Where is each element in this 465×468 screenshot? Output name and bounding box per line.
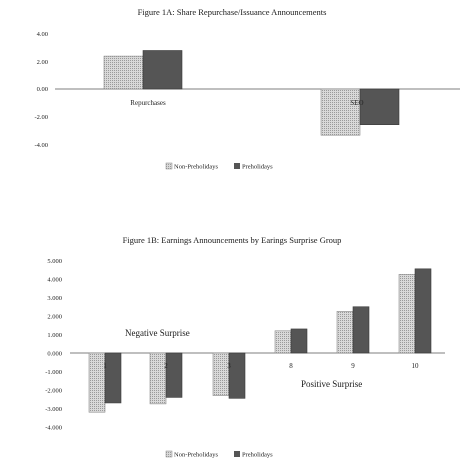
- chart-1b-bar-9-nonpreholidays: [337, 311, 353, 353]
- chart-1b-ytick: 0.000: [47, 350, 62, 358]
- chart-1b-bar-10-preholidays: [415, 269, 431, 353]
- chart-1b-title: Figure 1B: Earnings Announcements by Earings Surprise Group: [122, 235, 342, 245]
- chart-1b-bar-2-nonpreholidays: [150, 353, 166, 404]
- chart-1b-bars: [89, 269, 431, 412]
- chart-1b-ytick: 4.000: [47, 276, 62, 284]
- chart-1b-legend-label: Non-Preholidays: [174, 451, 219, 459]
- chart-1b-ytick: -3.000: [45, 406, 62, 413]
- chart-1b-ytick: 1.000: [47, 332, 62, 339]
- chart-1b-legend: [166, 451, 273, 459]
- chart-1a-bar-seo-nonpreholidays: [321, 89, 360, 135]
- chart-1a-bar-seo-preholidays: [360, 89, 399, 125]
- chart-1b-legend-swatch-nonpreholidays: [166, 451, 172, 457]
- chart-1b-category-label: 3: [227, 362, 231, 370]
- chart-1a: [34, 7, 460, 171]
- chart-1a-legend: [166, 163, 273, 171]
- chart-1a-yticks: [34, 31, 48, 149]
- chart-1b-legend-label: Preholidays: [242, 451, 273, 459]
- chart-1b-bar-2-preholidays: [166, 353, 182, 397]
- chart-1a-title: Figure 1A: Share Repurchase/Issuance Announcements: [137, 7, 327, 17]
- chart-1b-ytick: 3.000: [47, 295, 62, 302]
- chart-1a-legend-label: Preholidays: [242, 163, 273, 171]
- chart-1b-category-label: 1: [103, 362, 107, 370]
- chart-1b-bar-8-nonpreholidays: [275, 331, 291, 353]
- chart-1b-bar-1-preholidays: [105, 353, 121, 403]
- chart-1a-ytick: -2.00: [34, 114, 48, 121]
- chart-1b-bar-8-preholidays: [291, 329, 307, 353]
- chart-1b-ytick: -2.000: [45, 387, 62, 395]
- chart-1a-ytick: 0.00: [36, 86, 48, 93]
- chart-1b-bar-3-nonpreholidays: [213, 353, 229, 396]
- chart-1a-category-label: SEO: [350, 99, 364, 107]
- chart-1a-bar-repurchases-preholidays: [143, 51, 182, 90]
- chart-1b-legend-swatch-preholidays: [234, 451, 240, 457]
- chart-1a-category-label: Repurchases: [130, 99, 166, 107]
- chart-1b-category-label: 2: [164, 362, 168, 370]
- chart-1a-bar-repurchases-nonpreholidays: [104, 56, 143, 89]
- chart-1b-bar-9-preholidays: [353, 307, 369, 353]
- chart-1a-ytick: -4.00: [34, 142, 48, 149]
- chart-1a-ytick: 4.00: [36, 31, 48, 38]
- chart-1b-ytick: -1.000: [45, 369, 62, 376]
- positive-surprise-annotation: Positive Surprise: [301, 379, 363, 389]
- chart-1b-bar-10-nonpreholidays: [399, 274, 415, 353]
- chart-1a-legend-label: Non-Preholidays: [174, 163, 219, 171]
- chart-1a-bars: [104, 51, 399, 136]
- chart-1b-yticks: [45, 258, 62, 432]
- chart-1b-category-label: 9: [351, 362, 355, 370]
- chart-1b-ytick: 2.000: [47, 313, 62, 321]
- chart-1b-ytick: -4.000: [45, 424, 62, 432]
- chart-1a-legend-swatch-nonpreholidays: [166, 163, 172, 169]
- negative-surprise-annotation: Negative Surprise: [125, 328, 190, 338]
- chart-1b-category-label: 10: [411, 362, 419, 370]
- chart-1b-category-label: 8: [289, 362, 293, 370]
- chart-1a-ytick: 2.00: [36, 59, 48, 66]
- chart-1a-legend-swatch-preholidays: [234, 163, 240, 169]
- chart-1b: [45, 235, 445, 459]
- chart-1b-ytick: 5.000: [47, 258, 62, 265]
- chart-1b-bar-3-preholidays: [229, 353, 245, 398]
